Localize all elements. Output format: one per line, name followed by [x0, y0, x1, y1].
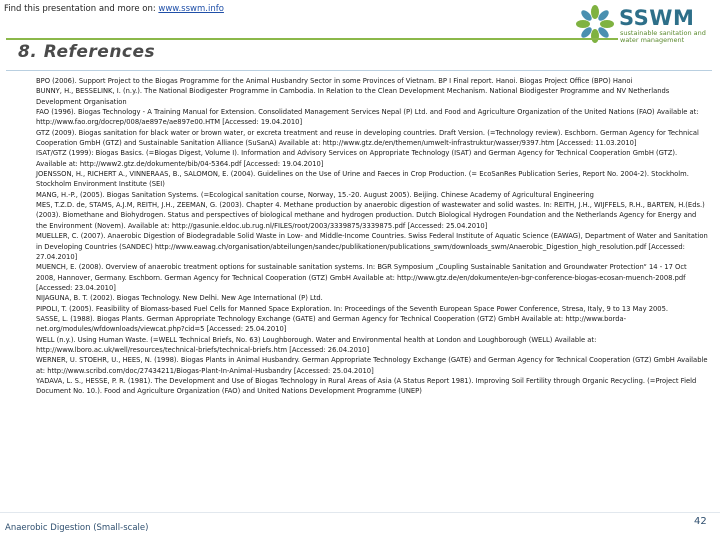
reference-item: FAO (1996). Biogas Technology - A Training Manual for Extension. Consolidated Management Services Nepal (P) Ltd. and Food and Agriculture Organization of the United Nations (FAO) Available at: http://www.fao.org/docrep/008/ae897e/ae897e00.HTM [Accessed: 19.04.2010] — [36, 108, 699, 127]
page-number: 42 — [694, 516, 707, 527]
reference-item: MANG, H.-P., (2005). Biogas Sanitation Systems. (=Ecological sanitation course, Norway, 15.-20. August 2005). Beijing. Chinese Academy of Agricultural Engineering — [36, 190, 594, 199]
logo-wordmark: SSWM — [619, 6, 695, 30]
reference-item: BPO (2006). Support Project to the Biogas Programme for the Animal Husbandry Sector in some Provinces of Vietnam. BP I Final report. Hanoi. Biogas Project Office (BPO) Hanoi — [36, 77, 633, 85]
reference-item: WELL (n.y.). Using Human Waste. (=WELL Technical Briefs, No. 63) Loughborough. Water and Environmental health at London and Loughborough (WELL) Available at: http://www.lboro.ac.uk/well/resources/technical-briefs/technical-briefs.htm [Accessed: 26.04.2010] — [36, 335, 597, 354]
reference-item: GTZ (2009). Biogas sanitation for black water or brown water, or excreta treatment and reuse in developing countries. Draft Version. (=Technology review). Eschborn. German Agency for Technical Cooperation GmbH (GTZ) and Sustainable Sanitation Alliance (SuSanA) Available at: http://www.gtz.de/en/themen/umwelt-infrastruktur/wasser/9397.htm [Accessed: 11.03.2010] — [36, 128, 699, 148]
find-more-text — [4, 4, 224, 14]
title-underline — [6, 70, 712, 71]
header-green-rule — [6, 38, 618, 40]
footer-topic: Anaerobic Digestion (Small-scale) — [5, 523, 149, 533]
reference-item: MUENCH, E. (2008). Overview of anaerobic treatment options for sustainable sanitation systems. In: BGR Symposium „Coupling Sustainable Sanitation and Groundwater Protection“ 14 - 17 Oct 2008, Hannover, Germany. Eschborn. German Agency for Technical Cooperation (GTZ) GmbH Available at: http://www.gtz.de/en/dokumente/en-bgr-conference-biogas-ecosan-muench-2008.pdf [Accessed: 23.04.2010] — [36, 263, 687, 292]
find-more-prefix: Find this presentation and more on: — [4, 4, 159, 14]
reference-item: WERNER, U. STOEHR, U., HEES, N. (1998). Biogas Plants in Animal Husbandry. German Appropriate Technology Exchange (GATE) and German Agency for Technical Cooperation (GTZ) GmbH Available at: http://www.scribd.com/doc/27434211/Biogas-Plant-In-Animal-Husbandry [Accessed: 25.04.2010] — [36, 356, 708, 375]
page-title: 8. References — [18, 42, 156, 62]
sswm-link[interactable]: www.sswm.info — [158, 4, 224, 14]
references-list — [36, 76, 708, 397]
logo-tagline: sustainable sanitation and water management — [620, 29, 706, 44]
reference-item: MUELLER, C. (2007). Anaerobic Digestion of Biodegradable Solid Waste in Low- and Middle-Income Countries. Swiss Federal Institute of Aquatic Science (EAWAG), Department of Water and Sanitation in Developing Countries (SANDEC) http://www.eawag.ch/organisation/abteilungen/sandec/publikationen/publications_swm/downloads_swm/Anaerobic_Digestion_high_resolution.pdf [Accessed: 27.04.2010] — [36, 232, 708, 261]
reference-item: YADAVA, L. S., HESSE, P. R. (1981). The Development and Use of Biogas Technology in Rural Areas of Asia (A Status Report 1981). Improving Soil Fertility through Organic Recycling. (=Project Field Document No. 10.). Food and Agriculture Organization (FAO) and United Nations Development Programme (UNEP) — [36, 376, 697, 396]
reference-item: ISAT/GTZ (1999): Biogas Basics. (=Biogas Digest, Volume I). Information and Advisory Services on Appropriate Technology (ISAT) and German Agency for Technical Cooperation GmbH (GTZ). Available at: http://www2.gtz.de/dokumente/bib/04-5364.pdf [Accessed: 19.04.2010] — [36, 149, 678, 168]
reference-item: JOENSSON, H., RICHERT A., VINNERAAS, B., SALOMON, E. (2004). Guidelines on the Use of Urine and Faeces in Crop Production. (= EcoSanRes Publication Series, Report No. 2004-2). Stockholm. Stockholm Environment Institute (SEI) — [36, 170, 689, 189]
sswm-logo — [575, 6, 715, 48]
reference-item: NIJAGUNA, B. T. (2002). Biogas Technology. New Delhi. New Age International (P) Ltd. — [36, 294, 323, 303]
reference-item: MES, T.Z.D. de, STAMS, A.J.M, REITH, J.H., ZEEMAN, G. (2003). Chapter 4. Methane production by anaerobic digestion of wastewater and solid wastes. In: REITH, J.H., WIJFFELS, R.H., BARTEN, H.(Eds.) (2003). Biomethane and Biohydrogen. Status and perspectives of biological methane and hydrogen production. Dutch Biological Hydrogen Foundation and the Netherlands Agency for Energy and the Environment (Novem). Available at: http://gasunie.eldoc.ub.rug.nl/FILES/root/2003/3339875/3339875.pdf [Accessed: 25.04.2010] — [36, 201, 705, 230]
reference-item: BUNNY, H., BESSELINK, I. (n.y.). The National Biodigester Programme in Cambodia. In Relation to the Clean Development Mechanism. National Biodigester Programme and NV Netherlands Development Organisation — [36, 87, 670, 106]
reference-item: PIPOLI, T. (2005). Feasibility of Biomass-based Fuel Cells for Manned Space Exploration. In: Proceedings of the Seventh European Space Power Conference, Stresa, Italy, 9 to 13 May 2005. — [36, 304, 669, 313]
reference-item: SASSE, L. (1988). Biogas Plants. German Appropriate Technology Exchange (GATE) and German Agency for Technical Cooperation (GTZ) GmbH Available at: http://www.borda-net.org/modules/wfdownloads/viewcat.php?cid=5 [Accessed: 25.04.2010] — [36, 314, 627, 334]
footer-divider — [0, 512, 720, 513]
